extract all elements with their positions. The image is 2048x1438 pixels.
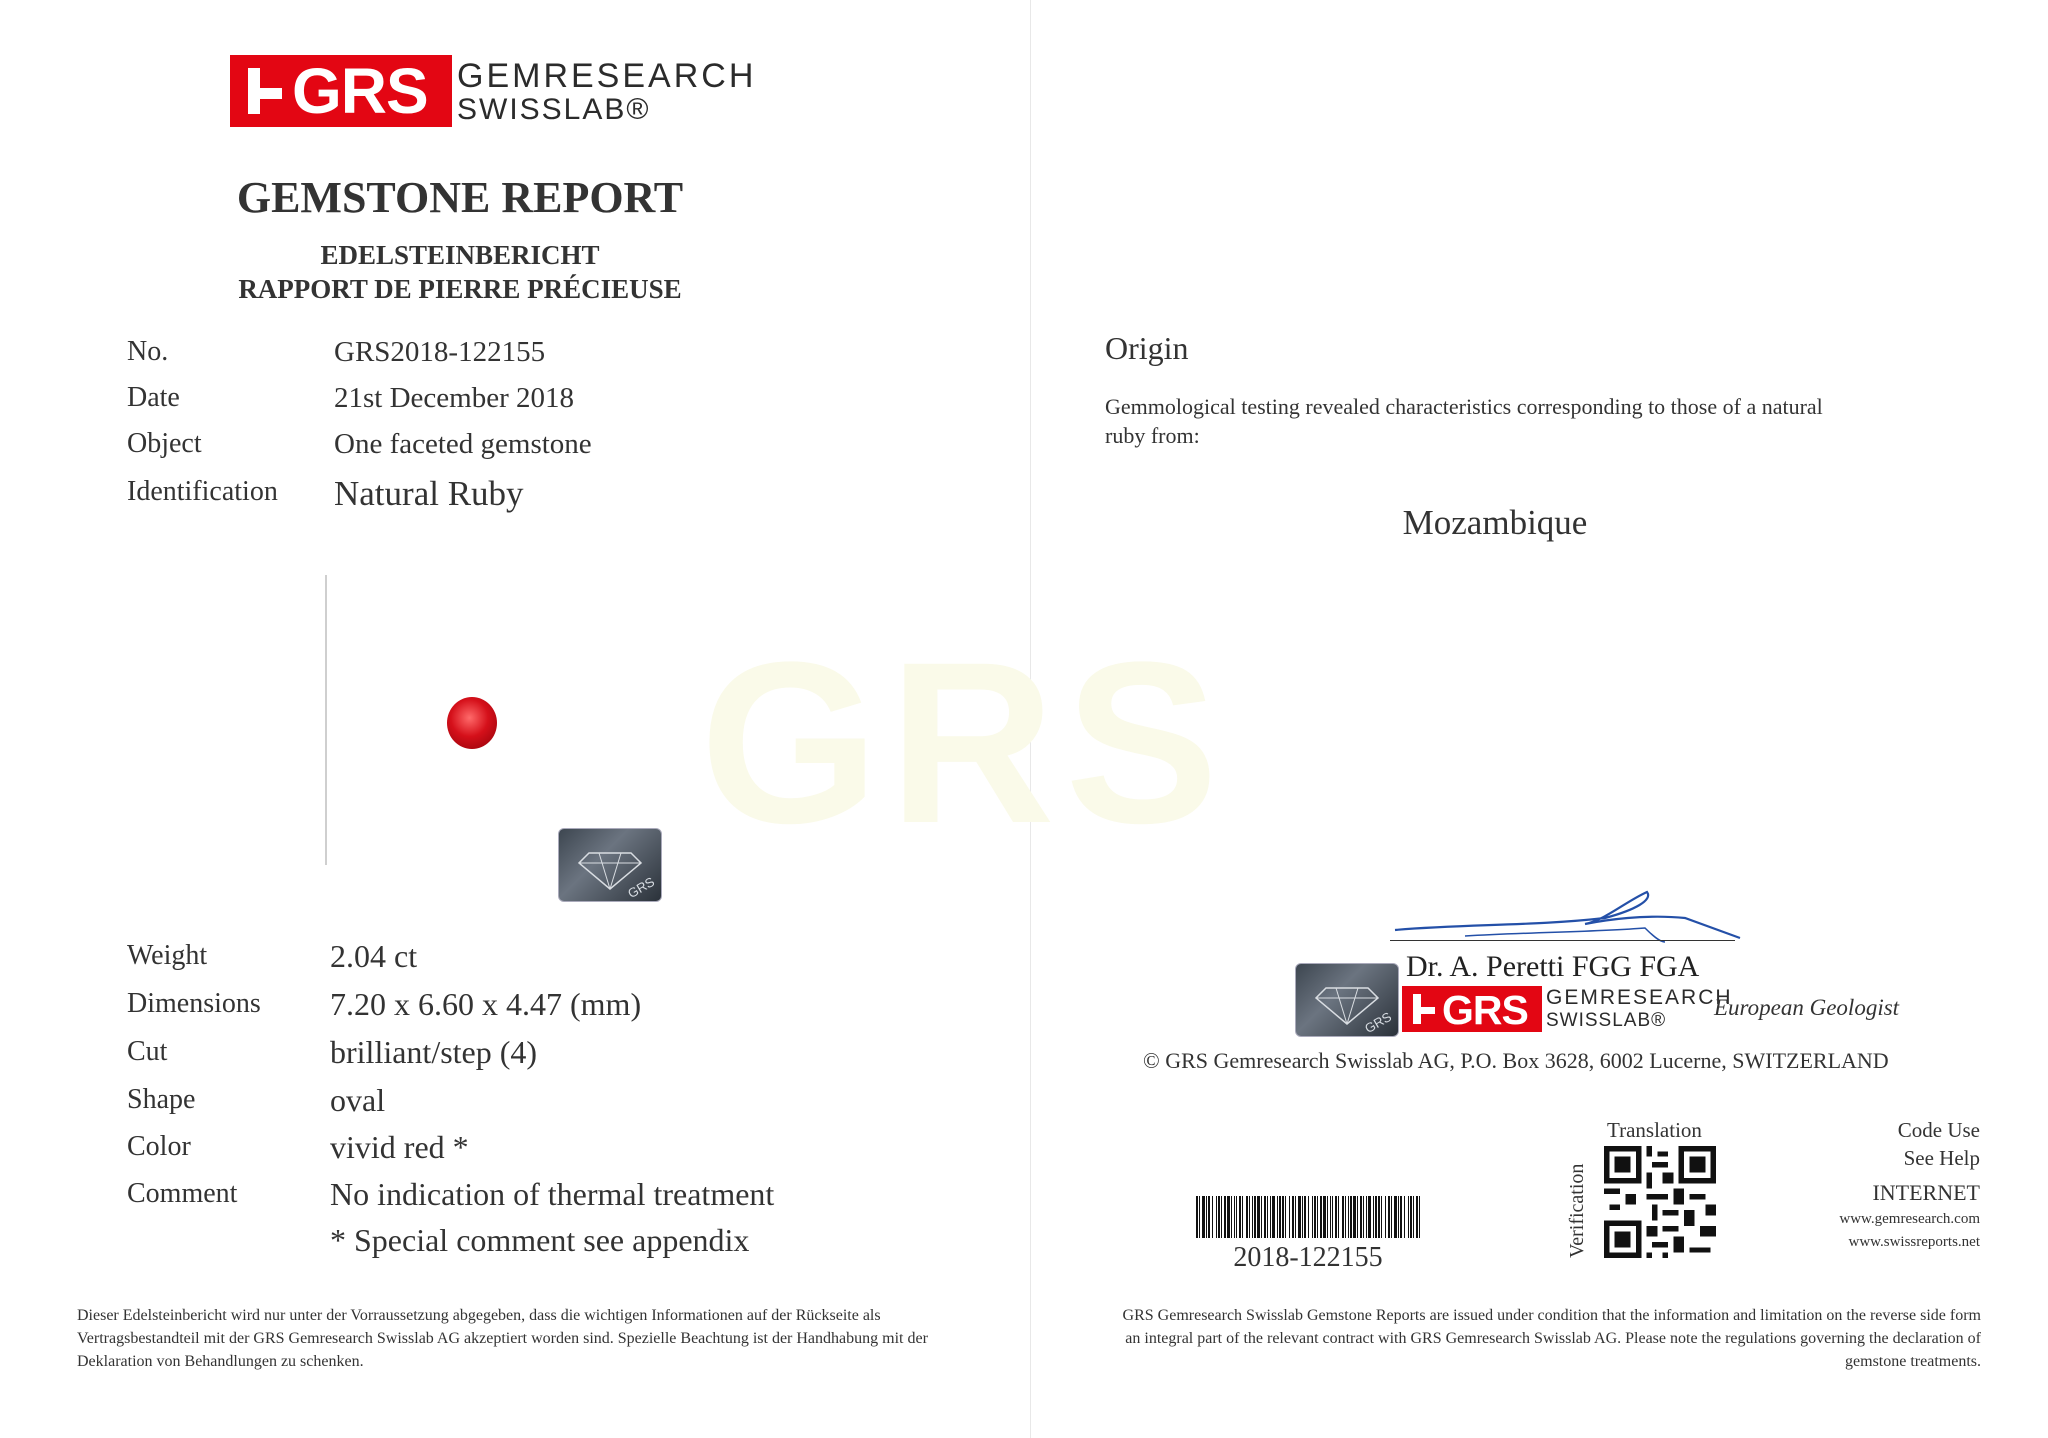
shape-value: oval (330, 1082, 386, 1118)
report-title: GEMSTONE REPORT (236, 173, 684, 222)
cut-value: brilliant/step (4) (330, 1034, 538, 1070)
logo-text-gemresearch: GEMRESEARCH (457, 57, 757, 95)
hologram-seal-signature: GRS (1295, 963, 1399, 1037)
translation-label: Translation (1607, 1118, 1702, 1142)
qr-code[interactable] (1604, 1146, 1716, 1258)
comment-label: Comment (127, 1178, 238, 1209)
signer-name: Dr. A. Peretti FGG FGA (1406, 950, 1700, 983)
logo-text-swisslab: SWISSLAB® (457, 93, 651, 126)
copyright-address: © GRS Gemresearch Swisslab AG, P.O. Box 3628, 6002 Lucerne, SWITZERLAND (1143, 1048, 1889, 1073)
color-value: vivid red * (330, 1129, 469, 1165)
grs-logo-mark: GRS (230, 55, 452, 127)
origin-text: Gemmological testing revealed characteristics corresponding to those of a natural ruby from: (1105, 394, 1823, 448)
grs-logo (230, 55, 757, 127)
special-comment: * Special comment see appendix (330, 1222, 750, 1258)
internet-label: INTERNET (1872, 1180, 1980, 1205)
no-label: No. (127, 336, 169, 367)
cut-label: Cut (127, 1036, 168, 1067)
identification-label: Identification (127, 476, 278, 507)
grs-logo-mark: GRS (1402, 986, 1542, 1032)
comment-value: No indication of thermal treatment (330, 1176, 775, 1212)
identification-value: Natural Ruby (334, 474, 524, 513)
dimensions-value: 7.20 x 6.60 x 4.47 (mm) (330, 986, 642, 1022)
origin-heading: Origin (1105, 330, 1189, 366)
disclaimer-german: Dieser Edelsteinbericht wird nur unter der Vorraussetzung abgegeben, dass die wichtigen Informationen auf der Rückseite als Vertragsbestandteil mit der GRS Gemresearch Swisslab AG akzeptiert worden sind. Spezielle Beachtung ist der Handhabung mit der Deklaration von Behandlungen zu schenken. (77, 1307, 928, 1370)
photo-frame-line (325, 575, 327, 865)
report-title-french: RAPPORT DE PIERRE PRÉCIEUSE (238, 274, 682, 304)
url-swissreports[interactable]: www.swissreports.net (1848, 1234, 1980, 1250)
barcode-number: 2018-122155 (1233, 1242, 1383, 1273)
signer-title: European Geologist (1714, 995, 1900, 1020)
object-value: One faceted gemstone (334, 428, 592, 460)
dimensions-label: Dimensions (127, 988, 261, 1019)
weight-value: 2.04 ct (330, 938, 418, 974)
report-title-german: EDELSTEINBERICHT (320, 240, 600, 270)
see-help-label: See Help (1903, 1146, 1980, 1170)
hologram-seal: GRS (558, 828, 662, 902)
origin-value: Mozambique (1402, 503, 1588, 542)
grs-logo-small: GRS GEMRESEARCH SWISSLAB® (1402, 986, 1702, 1032)
object-label: Object (127, 428, 202, 459)
url-gemresearch[interactable]: www.gemresearch.com (1839, 1211, 1980, 1227)
shape-label: Shape (127, 1084, 196, 1115)
color-label: Color (127, 1131, 191, 1162)
disclaimer-english: GRS Gemresearch Swisslab Gemstone Reports are issued under condition that the information and limitation on the reverse side form an integral part of the relevant contract with GRS Gemresearch Swisslab AG. Please note the regulations governing the declaration of gemstone treatments. (1122, 1307, 1981, 1370)
weight-label: Weight (127, 940, 208, 971)
signature-line (1390, 940, 1735, 941)
report-date: 21st December 2018 (334, 382, 574, 414)
verification-label: Verification (1566, 1163, 1588, 1258)
grs-watermark: GRS (700, 614, 1229, 871)
ruby-image (447, 697, 497, 749)
date-label: Date (127, 382, 180, 413)
barcode (1196, 1196, 1420, 1238)
code-use-label: Code Use (1897, 1118, 1980, 1142)
report-number: GRS2018-122155 (334, 336, 546, 368)
